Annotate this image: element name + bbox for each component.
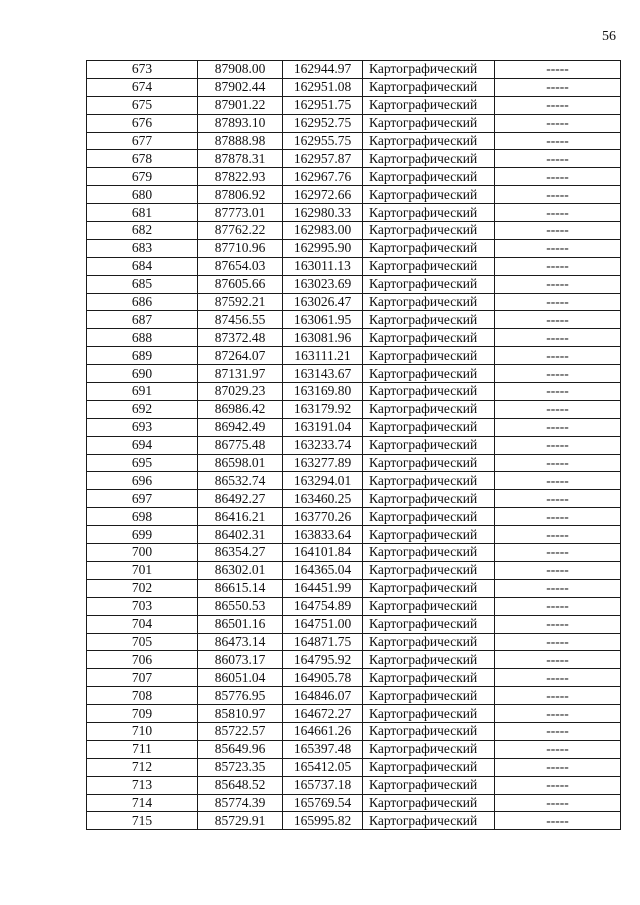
point-number-cell: 696 bbox=[87, 472, 198, 490]
table-row bbox=[87, 347, 621, 365]
point-number-cell: 698 bbox=[87, 508, 198, 526]
y-coordinate-cell: 165737.18 bbox=[283, 776, 363, 794]
accuracy-cell: ----- bbox=[495, 239, 621, 257]
point-number-cell: 675 bbox=[87, 96, 198, 114]
point-number-cell: 679 bbox=[87, 168, 198, 186]
point-number-cell: 713 bbox=[87, 776, 198, 794]
table-row bbox=[87, 687, 621, 705]
y-coordinate-cell: 162951.75 bbox=[283, 96, 363, 114]
table-row bbox=[87, 705, 621, 723]
x-coordinate-cell: 87372.48 bbox=[198, 329, 283, 347]
y-coordinate-cell: 163011.13 bbox=[283, 257, 363, 275]
accuracy-cell: ----- bbox=[495, 651, 621, 669]
y-coordinate-cell: 162955.75 bbox=[283, 132, 363, 150]
point-number-cell: 712 bbox=[87, 758, 198, 776]
x-coordinate-cell: 86598.01 bbox=[198, 454, 283, 472]
table-row bbox=[87, 114, 621, 132]
point-number-cell: 706 bbox=[87, 651, 198, 669]
table-row bbox=[87, 812, 621, 830]
table-row bbox=[87, 365, 621, 383]
method-cell: Картографический bbox=[363, 651, 495, 669]
point-number-cell: 678 bbox=[87, 150, 198, 168]
accuracy-cell: ----- bbox=[495, 222, 621, 240]
x-coordinate-cell: 87902.44 bbox=[198, 78, 283, 96]
table-row bbox=[87, 78, 621, 96]
point-number-cell: 692 bbox=[87, 400, 198, 418]
accuracy-cell: ----- bbox=[495, 311, 621, 329]
method-cell: Картографический bbox=[363, 204, 495, 222]
method-cell: Картографический bbox=[363, 329, 495, 347]
point-number-cell: 676 bbox=[87, 114, 198, 132]
y-coordinate-cell: 162957.87 bbox=[283, 150, 363, 168]
accuracy-cell: ----- bbox=[495, 669, 621, 687]
y-coordinate-cell: 164846.07 bbox=[283, 687, 363, 705]
y-coordinate-cell: 163294.01 bbox=[283, 472, 363, 490]
x-coordinate-cell: 86051.04 bbox=[198, 669, 283, 687]
method-cell: Картографический bbox=[363, 758, 495, 776]
method-cell: Картографический bbox=[363, 293, 495, 311]
method-cell: Картографический bbox=[363, 347, 495, 365]
y-coordinate-cell: 164795.92 bbox=[283, 651, 363, 669]
point-number-cell: 697 bbox=[87, 490, 198, 508]
y-coordinate-cell: 163277.89 bbox=[283, 454, 363, 472]
x-coordinate-cell: 86302.01 bbox=[198, 561, 283, 579]
accuracy-cell: ----- bbox=[495, 365, 621, 383]
point-number-cell: 700 bbox=[87, 544, 198, 562]
table-row bbox=[87, 204, 621, 222]
table-row bbox=[87, 669, 621, 687]
x-coordinate-cell: 87901.22 bbox=[198, 96, 283, 114]
table-row bbox=[87, 776, 621, 794]
accuracy-cell: ----- bbox=[495, 615, 621, 633]
x-coordinate-cell: 85649.96 bbox=[198, 740, 283, 758]
y-coordinate-cell: 164905.78 bbox=[283, 669, 363, 687]
y-coordinate-cell: 164365.04 bbox=[283, 561, 363, 579]
y-coordinate-cell: 164101.84 bbox=[283, 544, 363, 562]
point-number-cell: 685 bbox=[87, 275, 198, 293]
x-coordinate-cell: 86492.27 bbox=[198, 490, 283, 508]
point-number-cell: 682 bbox=[87, 222, 198, 240]
table-row bbox=[87, 633, 621, 651]
accuracy-cell: ----- bbox=[495, 490, 621, 508]
method-cell: Картографический bbox=[363, 687, 495, 705]
method-cell: Картографический bbox=[363, 61, 495, 79]
point-number-cell: 710 bbox=[87, 722, 198, 740]
y-coordinate-cell: 163143.67 bbox=[283, 365, 363, 383]
table-row bbox=[87, 722, 621, 740]
method-cell: Картографический bbox=[363, 365, 495, 383]
x-coordinate-cell: 87456.55 bbox=[198, 311, 283, 329]
point-number-cell: 707 bbox=[87, 669, 198, 687]
x-coordinate-cell: 85729.91 bbox=[198, 812, 283, 830]
table-row bbox=[87, 740, 621, 758]
point-number-cell: 674 bbox=[87, 78, 198, 96]
point-number-cell: 688 bbox=[87, 329, 198, 347]
table-row bbox=[87, 329, 621, 347]
y-coordinate-cell: 162967.76 bbox=[283, 168, 363, 186]
method-cell: Картографический bbox=[363, 400, 495, 418]
y-coordinate-cell: 164672.27 bbox=[283, 705, 363, 723]
accuracy-cell: ----- bbox=[495, 186, 621, 204]
table-row bbox=[87, 579, 621, 597]
point-number-cell: 708 bbox=[87, 687, 198, 705]
point-number-cell: 680 bbox=[87, 186, 198, 204]
y-coordinate-cell: 163833.64 bbox=[283, 526, 363, 544]
accuracy-cell: ----- bbox=[495, 150, 621, 168]
accuracy-cell: ----- bbox=[495, 758, 621, 776]
y-coordinate-cell: 162995.90 bbox=[283, 239, 363, 257]
y-coordinate-cell: 162983.00 bbox=[283, 222, 363, 240]
method-cell: Картографический bbox=[363, 96, 495, 114]
point-number-cell: 683 bbox=[87, 239, 198, 257]
x-coordinate-cell: 86615.14 bbox=[198, 579, 283, 597]
accuracy-cell: ----- bbox=[495, 579, 621, 597]
table-row bbox=[87, 651, 621, 669]
y-coordinate-cell: 163169.80 bbox=[283, 383, 363, 401]
accuracy-cell: ----- bbox=[495, 544, 621, 562]
method-cell: Картографический bbox=[363, 705, 495, 723]
accuracy-cell: ----- bbox=[495, 78, 621, 96]
accuracy-cell: ----- bbox=[495, 561, 621, 579]
y-coordinate-cell: 163460.25 bbox=[283, 490, 363, 508]
accuracy-cell: ----- bbox=[495, 472, 621, 490]
method-cell: Картографический bbox=[363, 418, 495, 436]
x-coordinate-cell: 86942.49 bbox=[198, 418, 283, 436]
method-cell: Картографический bbox=[363, 275, 495, 293]
method-cell: Картографический bbox=[363, 222, 495, 240]
method-cell: Картографический bbox=[363, 508, 495, 526]
method-cell: Картографический bbox=[363, 669, 495, 687]
point-number-cell: 687 bbox=[87, 311, 198, 329]
table-row bbox=[87, 400, 621, 418]
x-coordinate-cell: 87908.00 bbox=[198, 61, 283, 79]
method-cell: Картографический bbox=[363, 311, 495, 329]
accuracy-cell: ----- bbox=[495, 722, 621, 740]
point-number-cell: 702 bbox=[87, 579, 198, 597]
x-coordinate-cell: 86550.53 bbox=[198, 597, 283, 615]
point-number-cell: 699 bbox=[87, 526, 198, 544]
accuracy-cell: ----- bbox=[495, 776, 621, 794]
accuracy-cell: ----- bbox=[495, 687, 621, 705]
y-coordinate-cell: 162952.75 bbox=[283, 114, 363, 132]
x-coordinate-cell: 86986.42 bbox=[198, 400, 283, 418]
method-cell: Картографический bbox=[363, 150, 495, 168]
accuracy-cell: ----- bbox=[495, 418, 621, 436]
accuracy-cell: ----- bbox=[495, 61, 621, 79]
y-coordinate-cell: 163061.95 bbox=[283, 311, 363, 329]
y-coordinate-cell: 164754.89 bbox=[283, 597, 363, 615]
method-cell: Картографический bbox=[363, 794, 495, 812]
table-row bbox=[87, 186, 621, 204]
method-cell: Картографический bbox=[363, 561, 495, 579]
point-number-cell: 673 bbox=[87, 61, 198, 79]
point-number-cell: 681 bbox=[87, 204, 198, 222]
x-coordinate-cell: 87888.98 bbox=[198, 132, 283, 150]
table-row bbox=[87, 96, 621, 114]
table-row bbox=[87, 758, 621, 776]
x-coordinate-cell: 86501.16 bbox=[198, 615, 283, 633]
accuracy-cell: ----- bbox=[495, 812, 621, 830]
method-cell: Картографический bbox=[363, 544, 495, 562]
y-coordinate-cell: 164751.00 bbox=[283, 615, 363, 633]
table-row bbox=[87, 544, 621, 562]
y-coordinate-cell: 162944.97 bbox=[283, 61, 363, 79]
accuracy-cell: ----- bbox=[495, 204, 621, 222]
table-row bbox=[87, 61, 621, 79]
x-coordinate-cell: 86354.27 bbox=[198, 544, 283, 562]
table-row bbox=[87, 132, 621, 150]
table-row bbox=[87, 275, 621, 293]
accuracy-cell: ----- bbox=[495, 705, 621, 723]
point-number-cell: 677 bbox=[87, 132, 198, 150]
point-number-cell: 715 bbox=[87, 812, 198, 830]
x-coordinate-cell: 86416.21 bbox=[198, 508, 283, 526]
table-row bbox=[87, 436, 621, 454]
point-number-cell: 704 bbox=[87, 615, 198, 633]
method-cell: Картографический bbox=[363, 579, 495, 597]
method-cell: Картографический bbox=[363, 436, 495, 454]
x-coordinate-cell: 87822.93 bbox=[198, 168, 283, 186]
table-row bbox=[87, 472, 621, 490]
accuracy-cell: ----- bbox=[495, 96, 621, 114]
accuracy-cell: ----- bbox=[495, 508, 621, 526]
coordinates-table-body bbox=[87, 61, 621, 830]
method-cell: Картографический bbox=[363, 114, 495, 132]
method-cell: Картографический bbox=[363, 722, 495, 740]
coordinates-table bbox=[86, 60, 621, 830]
y-coordinate-cell: 164451.99 bbox=[283, 579, 363, 597]
table-row bbox=[87, 418, 621, 436]
x-coordinate-cell: 86532.74 bbox=[198, 472, 283, 490]
x-coordinate-cell: 85723.35 bbox=[198, 758, 283, 776]
table-row bbox=[87, 508, 621, 526]
point-number-cell: 695 bbox=[87, 454, 198, 472]
point-number-cell: 705 bbox=[87, 633, 198, 651]
method-cell: Картографический bbox=[363, 186, 495, 204]
page-number: 56 bbox=[602, 29, 616, 44]
method-cell: Картографический bbox=[363, 597, 495, 615]
y-coordinate-cell: 163026.47 bbox=[283, 293, 363, 311]
table-row bbox=[87, 257, 621, 275]
table-row bbox=[87, 383, 621, 401]
method-cell: Картографический bbox=[363, 633, 495, 651]
y-coordinate-cell: 165412.05 bbox=[283, 758, 363, 776]
point-number-cell: 709 bbox=[87, 705, 198, 723]
method-cell: Картографический bbox=[363, 168, 495, 186]
y-coordinate-cell: 163770.26 bbox=[283, 508, 363, 526]
accuracy-cell: ----- bbox=[495, 275, 621, 293]
accuracy-cell: ----- bbox=[495, 454, 621, 472]
y-coordinate-cell: 162980.33 bbox=[283, 204, 363, 222]
y-coordinate-cell: 163179.92 bbox=[283, 400, 363, 418]
accuracy-cell: ----- bbox=[495, 526, 621, 544]
accuracy-cell: ----- bbox=[495, 740, 621, 758]
y-coordinate-cell: 163233.74 bbox=[283, 436, 363, 454]
table-row bbox=[87, 597, 621, 615]
accuracy-cell: ----- bbox=[495, 329, 621, 347]
method-cell: Картографический bbox=[363, 776, 495, 794]
table-row bbox=[87, 794, 621, 812]
x-coordinate-cell: 87605.66 bbox=[198, 275, 283, 293]
y-coordinate-cell: 163191.04 bbox=[283, 418, 363, 436]
accuracy-cell: ----- bbox=[495, 794, 621, 812]
y-coordinate-cell: 164871.75 bbox=[283, 633, 363, 651]
x-coordinate-cell: 85774.39 bbox=[198, 794, 283, 812]
y-coordinate-cell: 165995.82 bbox=[283, 812, 363, 830]
method-cell: Картографический bbox=[363, 78, 495, 96]
method-cell: Картографический bbox=[363, 454, 495, 472]
accuracy-cell: ----- bbox=[495, 347, 621, 365]
point-number-cell: 694 bbox=[87, 436, 198, 454]
accuracy-cell: ----- bbox=[495, 597, 621, 615]
table-row bbox=[87, 222, 621, 240]
table-row bbox=[87, 239, 621, 257]
accuracy-cell: ----- bbox=[495, 383, 621, 401]
accuracy-cell: ----- bbox=[495, 132, 621, 150]
table-row bbox=[87, 490, 621, 508]
y-coordinate-cell: 164661.26 bbox=[283, 722, 363, 740]
x-coordinate-cell: 86402.31 bbox=[198, 526, 283, 544]
method-cell: Картографический bbox=[363, 472, 495, 490]
accuracy-cell: ----- bbox=[495, 400, 621, 418]
accuracy-cell: ----- bbox=[495, 633, 621, 651]
method-cell: Картографический bbox=[363, 383, 495, 401]
x-coordinate-cell: 86775.48 bbox=[198, 436, 283, 454]
method-cell: Картографический bbox=[363, 132, 495, 150]
x-coordinate-cell: 87264.07 bbox=[198, 347, 283, 365]
table-row bbox=[87, 561, 621, 579]
x-coordinate-cell: 87878.31 bbox=[198, 150, 283, 168]
x-coordinate-cell: 87762.22 bbox=[198, 222, 283, 240]
table-row bbox=[87, 526, 621, 544]
point-number-cell: 693 bbox=[87, 418, 198, 436]
method-cell: Картографический bbox=[363, 526, 495, 544]
accuracy-cell: ----- bbox=[495, 168, 621, 186]
x-coordinate-cell: 87592.21 bbox=[198, 293, 283, 311]
method-cell: Картографический bbox=[363, 615, 495, 633]
method-cell: Картографический bbox=[363, 740, 495, 758]
x-coordinate-cell: 87029.23 bbox=[198, 383, 283, 401]
x-coordinate-cell: 86473.14 bbox=[198, 633, 283, 651]
accuracy-cell: ----- bbox=[495, 257, 621, 275]
x-coordinate-cell: 87773.01 bbox=[198, 204, 283, 222]
x-coordinate-cell: 85810.97 bbox=[198, 705, 283, 723]
y-coordinate-cell: 163081.96 bbox=[283, 329, 363, 347]
x-coordinate-cell: 87710.96 bbox=[198, 239, 283, 257]
table-row bbox=[87, 615, 621, 633]
method-cell: Картографический bbox=[363, 239, 495, 257]
y-coordinate-cell: 162972.66 bbox=[283, 186, 363, 204]
point-number-cell: 684 bbox=[87, 257, 198, 275]
y-coordinate-cell: 165769.54 bbox=[283, 794, 363, 812]
table-row bbox=[87, 168, 621, 186]
point-number-cell: 691 bbox=[87, 383, 198, 401]
x-coordinate-cell: 87654.03 bbox=[198, 257, 283, 275]
x-coordinate-cell: 85776.95 bbox=[198, 687, 283, 705]
y-coordinate-cell: 162951.08 bbox=[283, 78, 363, 96]
y-coordinate-cell: 163111.21 bbox=[283, 347, 363, 365]
point-number-cell: 711 bbox=[87, 740, 198, 758]
point-number-cell: 703 bbox=[87, 597, 198, 615]
accuracy-cell: ----- bbox=[495, 293, 621, 311]
x-coordinate-cell: 85722.57 bbox=[198, 722, 283, 740]
point-number-cell: 714 bbox=[87, 794, 198, 812]
table-row bbox=[87, 454, 621, 472]
point-number-cell: 686 bbox=[87, 293, 198, 311]
point-number-cell: 690 bbox=[87, 365, 198, 383]
method-cell: Картографический bbox=[363, 812, 495, 830]
point-number-cell: 701 bbox=[87, 561, 198, 579]
x-coordinate-cell: 87806.92 bbox=[198, 186, 283, 204]
table-row bbox=[87, 150, 621, 168]
y-coordinate-cell: 163023.69 bbox=[283, 275, 363, 293]
accuracy-cell: ----- bbox=[495, 436, 621, 454]
x-coordinate-cell: 87893.10 bbox=[198, 114, 283, 132]
table-row bbox=[87, 293, 621, 311]
x-coordinate-cell: 86073.17 bbox=[198, 651, 283, 669]
x-coordinate-cell: 87131.97 bbox=[198, 365, 283, 383]
accuracy-cell: ----- bbox=[495, 114, 621, 132]
point-number-cell: 689 bbox=[87, 347, 198, 365]
table-row bbox=[87, 311, 621, 329]
method-cell: Картографический bbox=[363, 257, 495, 275]
y-coordinate-cell: 165397.48 bbox=[283, 740, 363, 758]
method-cell: Картографический bbox=[363, 490, 495, 508]
x-coordinate-cell: 85648.52 bbox=[198, 776, 283, 794]
